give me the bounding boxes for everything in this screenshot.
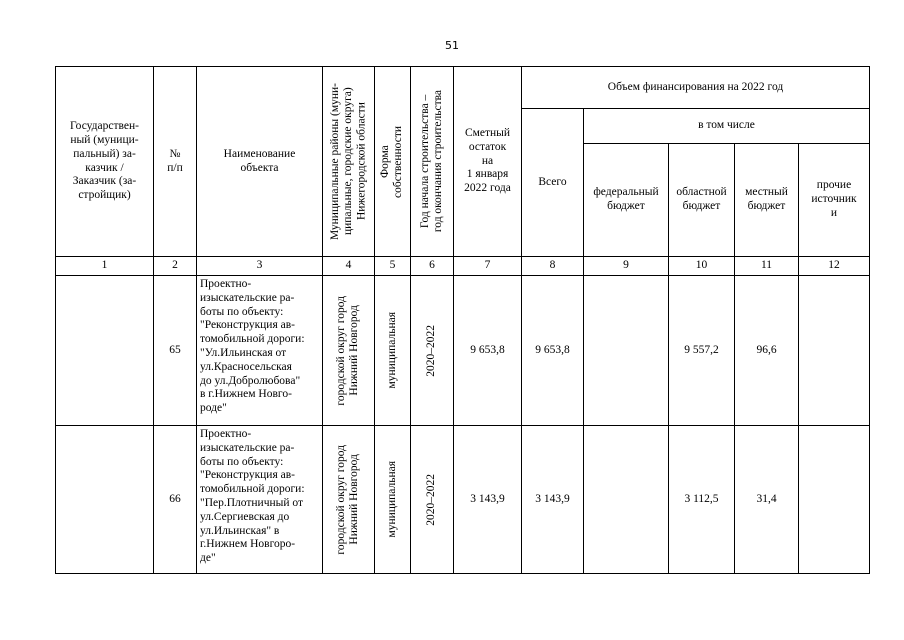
header-years: Год начала строительства – год окончания строительства: [411, 67, 454, 257]
table-row: [56, 276, 870, 426]
table-row: [56, 426, 870, 574]
page-number: 51: [445, 39, 459, 52]
row-years: 2020–2022: [411, 426, 454, 574]
header-federal: федеральный бюджет: [584, 144, 669, 257]
row-regional: 3 112,5: [669, 426, 735, 574]
header-name: Наименование объекта: [197, 67, 323, 257]
column-number: 7: [454, 257, 522, 276]
row-years: 2020–2022: [411, 276, 454, 426]
row-num: 65: [154, 276, 197, 426]
row-estimate: 9 653,8: [454, 276, 522, 426]
header-estimate: Сметный остаток на 1 января 2022 года: [454, 67, 522, 257]
row-name: Проектно- изыскательские ра- боты по объекту: "Реконструкция ав- томобильной дороги: "Пер.Плотничный от ул.Сергиевская до ул.Ильинская" в г.Нижнем Новгоро- де": [197, 426, 323, 574]
column-number: 10: [669, 257, 735, 276]
header-ownership: Форма собственности: [375, 67, 411, 257]
header-including: в том числе: [584, 109, 870, 144]
column-number: 3: [197, 257, 323, 276]
financing-table: [55, 66, 870, 574]
header-regional: областной бюджет: [669, 144, 735, 257]
column-number: 5: [375, 257, 411, 276]
row-regional: 9 557,2: [669, 276, 735, 426]
column-number-row: [56, 257, 870, 276]
row-federal: [584, 426, 669, 574]
row-federal: [584, 276, 669, 426]
header-district: Муниципальные районы (муни- ципальные, городские округа) Нижегородской области: [323, 67, 375, 257]
column-number: 1: [56, 257, 154, 276]
header-num: № п/п: [154, 67, 197, 257]
row-local: 96,6: [735, 276, 799, 426]
column-number: 9: [584, 257, 669, 276]
row-district: городской округ город Нижний Новгород: [323, 276, 375, 426]
row-other: [799, 276, 870, 426]
column-number: 8: [522, 257, 584, 276]
row-ownership: муниципальная: [375, 276, 411, 426]
row-total: 9 653,8: [522, 276, 584, 426]
row-name: Проектно- изыскательские ра- боты по объекту: "Реконструкция ав- томобильной дороги: "Ул.Ильинская от ул.Красносельская до ул.Добролюбова" в г.Нижнем Новго- роде": [197, 276, 323, 426]
column-number: 2: [154, 257, 197, 276]
row-other: [799, 426, 870, 574]
header-funding-title: Объем финансирования на 2022 год: [522, 67, 870, 109]
column-number: 12: [799, 257, 870, 276]
header-other: прочие источник и: [799, 144, 870, 257]
column-number: 4: [323, 257, 375, 276]
row-total: 3 143,9: [522, 426, 584, 574]
row-ownership: муниципальная: [375, 426, 411, 574]
header-customer: Государствен- ный (муници- пальный) за- казчик / Заказчик (за- стройщик): [56, 67, 154, 257]
header-total: Всего: [522, 109, 584, 257]
column-number: 11: [735, 257, 799, 276]
row-customer: [56, 426, 154, 574]
row-customer: [56, 276, 154, 426]
row-district: городской округ город Нижний Новгород: [323, 426, 375, 574]
header-local: местный бюджет: [735, 144, 799, 257]
row-num: 66: [154, 426, 197, 574]
row-estimate: 3 143,9: [454, 426, 522, 574]
column-number: 6: [411, 257, 454, 276]
row-local: 31,4: [735, 426, 799, 574]
